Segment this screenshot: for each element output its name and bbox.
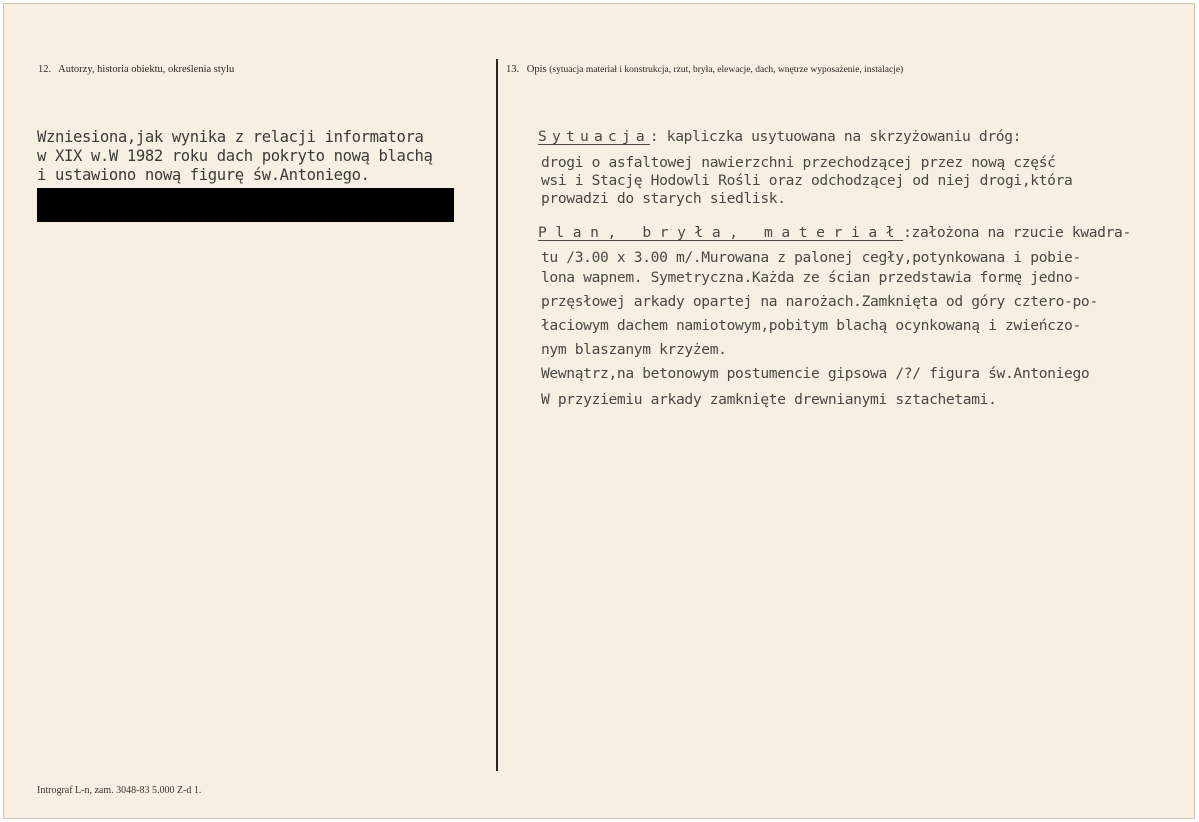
sytuacja-first-text: : kapliczka usytuowana na skrzyżowaniu dróg: <box>649 128 1022 145</box>
section-12-heading <box>38 64 234 75</box>
plan-first-line <box>538 224 1131 241</box>
section-12-text <box>37 128 432 185</box>
printer-footer: Intrograf L-n, zam. 3048-83 5.000 Z-d 1. <box>37 785 202 796</box>
section-12-number: 12. <box>38 64 52 75</box>
sytuacja-heading: Sytuacja <box>538 128 650 145</box>
sytuacja-line: drogi o asfaltowej nawierzchni przechodzącej przez nową część <box>541 154 1056 171</box>
inventory-card <box>3 3 1195 819</box>
sytuacja-line: prowadzi do starych siedlisk. <box>541 190 786 207</box>
column-divider <box>496 59 498 771</box>
section-12-line: Wzniesiona,jak wynika z relacji informatora <box>37 128 424 146</box>
sytuacja-line: wsi i Stację Hodowli Rośli oraz odchodzącej od niej drogi,która <box>541 172 1073 189</box>
redaction-bar <box>37 188 454 222</box>
plan-line: łaciowym dachem namiotowym,pobitym blachą ocynkowaną i zwieńczo- <box>541 317 1081 334</box>
plan-heading: Plan, bryła, materiał <box>538 224 904 241</box>
section-13-number: 13. <box>506 64 520 75</box>
section-12-line: i ustawiono nową figurę św.Antoniego. <box>37 166 370 184</box>
sytuacja-first-line <box>538 128 1021 145</box>
section-12-line: w XIX w.W 1982 roku dach pokryto nową blachą <box>37 147 433 165</box>
section-12-title: Autorzy, historia obiektu, określenia stylu <box>58 64 235 75</box>
section-13-heading <box>506 64 903 75</box>
plan-line: nym blaszanym krzyżem. <box>541 341 727 358</box>
plan-line: W przyziemiu arkady zamknięte drewnianymi sztachetami. <box>541 391 997 408</box>
plan-line: lona wapnem. Symetryczna.Każda ze ścian przedstawia formę jedno- <box>541 269 1081 286</box>
plan-line: Wewnątrz,na betonowym postumencie gipsowa /?/ figura św.Antoniego <box>541 365 1090 382</box>
section-13-subtitle: (sytuacja materiał i konstrukcja, rzut, bryła, elewacje, dach, wnętrze wyposażenie, instalacje) <box>549 65 904 75</box>
section-13-title: Opis <box>526 64 547 75</box>
plan-line: przęsłowej arkady opartej na narożach.Zamknięta od góry cztero-po- <box>541 293 1098 310</box>
plan-line: tu /3.00 x 3.00 m/.Murowana z palonej cegły,potynkowana i pobie- <box>541 249 1081 266</box>
plan-first-text: :założona na rzucie kwadra- <box>903 224 1131 241</box>
